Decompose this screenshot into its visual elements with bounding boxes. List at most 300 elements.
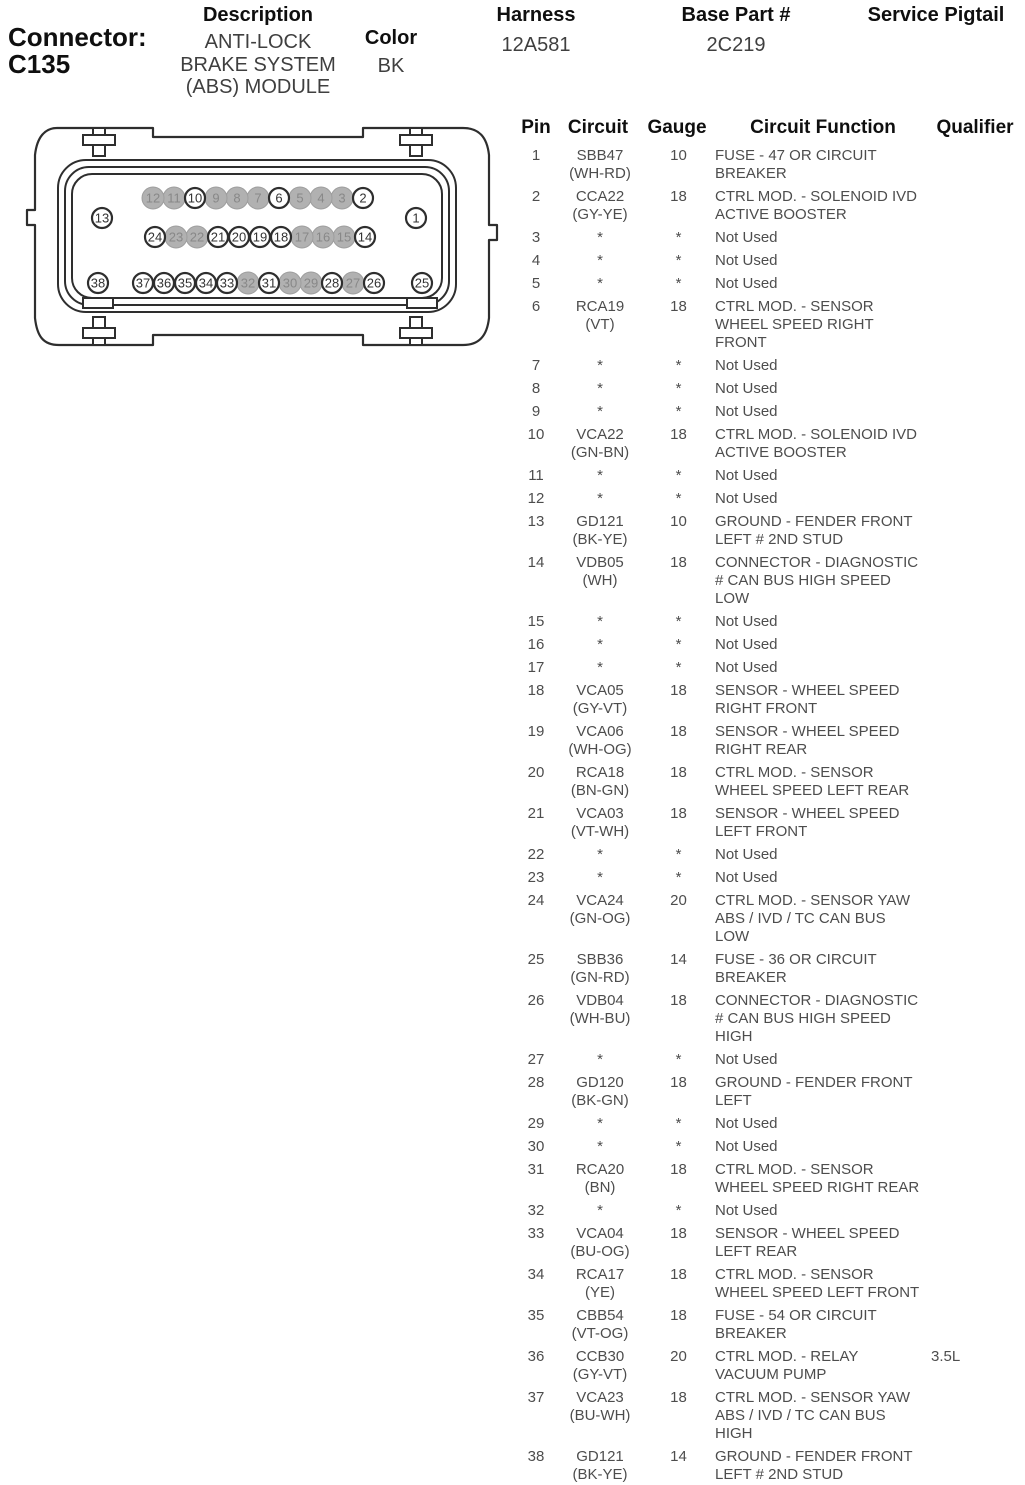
function-cell bbox=[715, 1389, 931, 1443]
circuit-code: CCB30 bbox=[575, 1348, 625, 1365]
circuit-code: VCA22 bbox=[576, 426, 624, 443]
description-line: (ABS) MODULE bbox=[185, 76, 331, 98]
qualifier-cell: 3.5L bbox=[931, 1348, 961, 1365]
circuit-code: * bbox=[597, 229, 603, 246]
function-line: CTRL MOD. - SENSOR bbox=[715, 1266, 874, 1283]
circuit-code: VDB04 bbox=[576, 992, 624, 1009]
pin-27 bbox=[342, 272, 364, 294]
circuit-cell bbox=[558, 275, 642, 293]
qualifier-cell bbox=[931, 992, 1023, 1046]
function-line: SENSOR - WHEEL SPEED bbox=[715, 805, 900, 822]
pin-17 bbox=[291, 226, 313, 248]
pin-cell: 25 bbox=[527, 951, 545, 968]
table-row bbox=[514, 846, 1023, 864]
function-line: CTRL MOD. - RELAY bbox=[715, 1348, 859, 1365]
wire-color: (BU-OG) bbox=[570, 1243, 630, 1260]
wire-color: (GN-OG) bbox=[569, 910, 631, 927]
connector-id: C135 bbox=[8, 49, 71, 79]
gauge-cell: * bbox=[675, 275, 682, 292]
wire-color: (GN-BN) bbox=[570, 444, 630, 461]
qualifier-cell bbox=[931, 1389, 1023, 1443]
circuit-code: VCA04 bbox=[576, 1225, 624, 1242]
gauge-cell: 18 bbox=[670, 682, 687, 699]
table-row bbox=[514, 188, 1023, 224]
function-cell bbox=[715, 892, 931, 946]
pin-36 bbox=[154, 273, 174, 293]
function-cell bbox=[715, 764, 931, 800]
pin-number: 29 bbox=[303, 275, 319, 291]
function-line: CTRL MOD. - SOLENOID IVD bbox=[715, 188, 917, 205]
circuit-cell bbox=[558, 426, 642, 462]
circuit-code: SBB36 bbox=[576, 951, 624, 968]
function-line: Not Used bbox=[715, 229, 778, 246]
pin-15 bbox=[333, 226, 355, 248]
circuit-cell bbox=[558, 613, 642, 631]
pin-cell: 6 bbox=[531, 298, 541, 315]
description-line: ANTI-LOCK bbox=[204, 31, 312, 53]
pin-11 bbox=[163, 187, 185, 209]
pin-number: 17 bbox=[294, 229, 310, 245]
gauge-cell: 14 bbox=[670, 951, 687, 968]
circuit-cell bbox=[558, 490, 642, 508]
circuit-code: VCA23 bbox=[576, 1389, 624, 1406]
pin-cell: 10 bbox=[527, 426, 545, 443]
pin-number: 20 bbox=[231, 229, 247, 245]
circuit-cell bbox=[558, 1161, 642, 1197]
table-row bbox=[514, 636, 1023, 654]
wire-color: (WH-OG) bbox=[568, 741, 632, 758]
pin-35 bbox=[175, 273, 195, 293]
table-row bbox=[514, 723, 1023, 759]
pinout-rows bbox=[514, 147, 1023, 1485]
table-row bbox=[514, 951, 1023, 987]
gauge-cell: 18 bbox=[670, 992, 687, 1009]
pin-cell: 20 bbox=[527, 764, 545, 781]
function-line: LOW bbox=[715, 590, 750, 607]
qualifier-cell bbox=[931, 403, 1023, 421]
pin-number: 16 bbox=[315, 229, 331, 245]
qualifier-cell bbox=[931, 1074, 1023, 1110]
function-line: ABS / IVD / TC CAN BUS bbox=[715, 1407, 886, 1424]
function-cell bbox=[715, 613, 931, 631]
pin-number: 1 bbox=[412, 210, 420, 226]
qualifier-cell bbox=[931, 229, 1023, 247]
pin-number: 31 bbox=[261, 275, 277, 291]
circuit-code: * bbox=[597, 490, 603, 507]
gauge-cell: 18 bbox=[670, 1161, 687, 1178]
table-row bbox=[514, 403, 1023, 421]
pin-cell: 33 bbox=[527, 1225, 545, 1242]
gauge-cell: 10 bbox=[670, 147, 687, 164]
gauge-cell: 20 bbox=[670, 892, 687, 909]
function-line: ACTIVE BOOSTER bbox=[715, 206, 847, 223]
circuit-cell bbox=[558, 188, 642, 224]
circuit-code: * bbox=[597, 252, 603, 269]
function-line: Not Used bbox=[715, 357, 778, 374]
function-cell bbox=[715, 1225, 931, 1261]
gauge-cell: 18 bbox=[670, 1225, 687, 1242]
circuit-code: * bbox=[597, 1202, 603, 1219]
pin-cell: 21 bbox=[527, 805, 545, 822]
table-row bbox=[514, 764, 1023, 800]
pin-cell: 34 bbox=[527, 1266, 545, 1283]
pin-number: 10 bbox=[187, 190, 203, 206]
circuit-code: RCA19 bbox=[575, 298, 625, 315]
table-row bbox=[514, 1202, 1023, 1220]
pin-number: 6 bbox=[275, 190, 283, 206]
function-line: Not Used bbox=[715, 1202, 778, 1219]
wire-color: (BN) bbox=[584, 1179, 616, 1196]
pin-32 bbox=[237, 272, 259, 294]
pin-number: 25 bbox=[414, 275, 430, 291]
column-header-function: Circuit Function bbox=[750, 117, 896, 138]
pin-cell: 24 bbox=[527, 892, 545, 909]
qualifier-cell bbox=[931, 490, 1023, 508]
function-line: WHEEL SPEED RIGHT REAR bbox=[715, 1179, 920, 1196]
function-line: CTRL MOD. - SOLENOID IVD bbox=[715, 426, 917, 443]
column-header-qualifier: Qualifier bbox=[936, 117, 1014, 138]
circuit-cell bbox=[558, 467, 642, 485]
function-line: GROUND - FENDER FRONT bbox=[715, 1074, 913, 1091]
pin-number: 32 bbox=[240, 275, 256, 291]
function-line: RIGHT REAR bbox=[715, 741, 808, 758]
circuit-cell bbox=[558, 229, 642, 247]
circuit-code: CCA22 bbox=[575, 188, 625, 205]
gauge-cell: 18 bbox=[670, 805, 687, 822]
function-line: Not Used bbox=[715, 275, 778, 292]
pin-number: 23 bbox=[168, 229, 184, 245]
pin-28 bbox=[322, 273, 342, 293]
circuit-code: * bbox=[597, 846, 603, 863]
table-row bbox=[514, 682, 1023, 718]
function-line: FUSE - 36 OR CIRCUIT bbox=[715, 951, 877, 968]
circuit-code: * bbox=[597, 613, 603, 630]
function-line: SENSOR - WHEEL SPEED bbox=[715, 1225, 900, 1242]
pin-number: 7 bbox=[254, 190, 262, 206]
pin-number: 22 bbox=[189, 229, 205, 245]
circuit-cell bbox=[558, 892, 642, 946]
pin-30 bbox=[279, 272, 301, 294]
circuit-cell bbox=[558, 357, 642, 375]
function-line: CTRL MOD. - SENSOR bbox=[715, 298, 874, 315]
circuit-cell bbox=[558, 682, 642, 718]
circuit-code: * bbox=[597, 403, 603, 420]
circuit-cell bbox=[558, 659, 642, 677]
pin-number: 36 bbox=[156, 275, 172, 291]
function-line: CONNECTOR - DIAGNOSTIC bbox=[715, 992, 919, 1009]
pin-cell: 9 bbox=[531, 403, 541, 420]
function-cell bbox=[715, 188, 931, 224]
function-cell bbox=[715, 1161, 931, 1197]
color-label: Color bbox=[364, 27, 418, 49]
pin-cell: 32 bbox=[527, 1202, 545, 1219]
table-row bbox=[514, 275, 1023, 293]
wire-color: (VT-WH) bbox=[570, 823, 630, 840]
circuit-code: GD121 bbox=[576, 1448, 624, 1465]
circuit-cell bbox=[558, 1348, 642, 1384]
gauge-cell: 18 bbox=[670, 764, 687, 781]
pin-38 bbox=[88, 273, 108, 293]
qualifier-cell bbox=[931, 147, 1023, 183]
qualifier-cell bbox=[931, 380, 1023, 398]
circuit-code: * bbox=[597, 1138, 603, 1155]
qualifier-cell bbox=[931, 1138, 1023, 1156]
circuit-code: * bbox=[597, 380, 603, 397]
gauge-cell: * bbox=[675, 846, 682, 863]
pin-number: 15 bbox=[336, 229, 352, 245]
pin-33 bbox=[217, 273, 237, 293]
circuit-cell bbox=[558, 764, 642, 800]
pin-26 bbox=[364, 273, 384, 293]
qualifier-cell bbox=[931, 1051, 1023, 1069]
gauge-cell: 18 bbox=[670, 298, 687, 315]
pin-18 bbox=[271, 227, 291, 247]
circuit-cell bbox=[558, 1051, 642, 1069]
circuit-code: * bbox=[597, 467, 603, 484]
function-line: Not Used bbox=[715, 1138, 778, 1155]
column-header-circuit: Circuit bbox=[567, 117, 629, 138]
wire-color: (BK-YE) bbox=[572, 1466, 628, 1483]
qualifier-cell bbox=[931, 951, 1023, 987]
function-line: Not Used bbox=[715, 846, 778, 863]
gauge-cell: * bbox=[675, 357, 682, 374]
gauge-cell: * bbox=[675, 490, 682, 507]
circuit-cell bbox=[558, 1138, 642, 1156]
pin-4 bbox=[310, 187, 332, 209]
pin-cell: 2 bbox=[531, 188, 541, 205]
qualifier-cell bbox=[931, 426, 1023, 462]
function-cell bbox=[715, 723, 931, 759]
pin-number: 18 bbox=[273, 229, 289, 245]
base-part-label: Base Part # bbox=[681, 4, 791, 26]
gauge-cell: * bbox=[675, 252, 682, 269]
function-line: ACTIVE BOOSTER bbox=[715, 444, 847, 461]
function-line: Not Used bbox=[715, 659, 778, 676]
function-line: LOW bbox=[715, 928, 750, 945]
function-line: Not Used bbox=[715, 1115, 778, 1132]
function-line: Not Used bbox=[715, 252, 778, 269]
wire-color: (WH) bbox=[582, 572, 618, 589]
table-row bbox=[514, 490, 1023, 508]
qualifier-cell bbox=[931, 298, 1023, 352]
function-cell bbox=[715, 951, 931, 987]
circuit-code: GD120 bbox=[576, 1074, 624, 1091]
table-row bbox=[514, 1225, 1023, 1261]
pin-25 bbox=[412, 273, 432, 293]
circuit-code: * bbox=[597, 1051, 603, 1068]
pin-cell: 36 bbox=[527, 1348, 545, 1365]
circuit-cell bbox=[558, 380, 642, 398]
gauge-cell: * bbox=[675, 636, 682, 653]
gauge-cell: * bbox=[675, 380, 682, 397]
function-line: LEFT REAR bbox=[715, 1243, 798, 1260]
circuit-code: * bbox=[597, 659, 603, 676]
circuit-cell bbox=[558, 147, 642, 183]
pin-34 bbox=[196, 273, 216, 293]
pin-22 bbox=[186, 226, 208, 248]
pin-2 bbox=[353, 188, 373, 208]
description-label: Description bbox=[202, 4, 314, 26]
function-line: SENSOR - WHEEL SPEED bbox=[715, 723, 900, 740]
pin-number: 30 bbox=[282, 275, 298, 291]
pin-1 bbox=[406, 208, 426, 228]
function-cell bbox=[715, 513, 931, 549]
function-line: # CAN BUS HIGH SPEED bbox=[715, 1010, 891, 1027]
connector-label: Connector: bbox=[8, 22, 147, 52]
pin-21 bbox=[208, 227, 228, 247]
qualifier-cell bbox=[931, 764, 1023, 800]
circuit-code: SBB47 bbox=[576, 147, 624, 164]
function-cell bbox=[715, 1138, 931, 1156]
qualifier-cell bbox=[931, 636, 1023, 654]
function-line: HIGH bbox=[715, 1028, 753, 1045]
function-cell bbox=[715, 659, 931, 677]
table-row bbox=[514, 992, 1023, 1046]
function-line: BREAKER bbox=[715, 969, 787, 986]
table-row bbox=[514, 357, 1023, 375]
gauge-cell: * bbox=[675, 229, 682, 246]
function-cell bbox=[715, 147, 931, 183]
column-header-gauge: Gauge bbox=[647, 117, 707, 138]
pin-number: 28 bbox=[324, 275, 340, 291]
circuit-code: * bbox=[597, 357, 603, 374]
table-row bbox=[514, 1266, 1023, 1302]
function-cell bbox=[715, 1115, 931, 1133]
description-line: BRAKE SYSTEM bbox=[180, 53, 336, 76]
pin-cell: 18 bbox=[527, 682, 545, 699]
gauge-cell: 18 bbox=[670, 1389, 687, 1406]
function-cell bbox=[715, 1348, 931, 1384]
circuit-cell bbox=[558, 554, 642, 608]
pin-29 bbox=[300, 272, 322, 294]
pin-cell: 16 bbox=[527, 636, 545, 653]
pin-cell: 38 bbox=[527, 1448, 545, 1465]
table-row bbox=[514, 659, 1023, 677]
function-cell bbox=[715, 682, 931, 718]
function-line: WHEEL SPEED LEFT REAR bbox=[715, 782, 910, 799]
circuit-cell bbox=[558, 846, 642, 864]
gauge-cell: 10 bbox=[670, 513, 687, 530]
table-row bbox=[514, 513, 1023, 549]
pin-cell: 22 bbox=[527, 846, 545, 863]
function-line: ABS / IVD / TC CAN BUS bbox=[715, 910, 886, 927]
function-line: CTRL MOD. - SENSOR YAW bbox=[715, 892, 911, 909]
table-row bbox=[514, 147, 1023, 183]
wire-color: (GY-VT) bbox=[572, 1366, 628, 1383]
pin-cell: 12 bbox=[527, 490, 545, 507]
function-line: CTRL MOD. - SENSOR YAW bbox=[715, 1389, 911, 1406]
key-notch-right bbox=[407, 298, 437, 308]
function-line: WHEEL SPEED RIGHT bbox=[715, 316, 874, 333]
pin-number: 34 bbox=[198, 275, 214, 291]
pin-10 bbox=[185, 188, 205, 208]
wire-color: (VT-OG) bbox=[571, 1325, 629, 1342]
gauge-cell: * bbox=[675, 1202, 682, 1219]
pin-number: 38 bbox=[90, 275, 106, 291]
gauge-cell: * bbox=[675, 613, 682, 630]
pin-number: 21 bbox=[210, 229, 226, 245]
circuit-code: * bbox=[597, 275, 603, 292]
function-cell bbox=[715, 426, 931, 462]
circuit-code: * bbox=[597, 869, 603, 886]
pin-number: 33 bbox=[219, 275, 235, 291]
circuit-cell bbox=[558, 298, 642, 352]
pin-13 bbox=[92, 208, 112, 228]
qualifier-cell bbox=[931, 554, 1023, 608]
table-row bbox=[514, 380, 1023, 398]
circuit-cell bbox=[558, 513, 642, 549]
qualifier-cell bbox=[931, 252, 1023, 270]
circuit-cell bbox=[558, 403, 642, 421]
gauge-cell: * bbox=[675, 1138, 682, 1155]
pin-cell: 29 bbox=[527, 1115, 545, 1132]
function-line: BREAKER bbox=[715, 1325, 787, 1342]
pin-number: 12 bbox=[145, 190, 161, 206]
gauge-cell: 18 bbox=[670, 188, 687, 205]
function-line: RIGHT FRONT bbox=[715, 700, 818, 717]
gauge-cell: 18 bbox=[670, 1074, 687, 1091]
pin-23 bbox=[165, 226, 187, 248]
function-line: VACUUM PUMP bbox=[715, 1366, 827, 1383]
function-line: LEFT # 2ND STUD bbox=[715, 531, 844, 548]
function-cell bbox=[715, 1448, 931, 1484]
qualifier-cell bbox=[931, 188, 1023, 224]
circuit-cell bbox=[558, 1266, 642, 1302]
pin-cell: 31 bbox=[527, 1161, 545, 1178]
function-cell bbox=[715, 1266, 931, 1302]
table-row bbox=[514, 1389, 1023, 1443]
pin-5 bbox=[289, 187, 311, 209]
pin-cell: 3 bbox=[531, 229, 541, 246]
circuit-code: VCA05 bbox=[576, 682, 624, 699]
base-part-value: 2C219 bbox=[706, 34, 766, 56]
pin-number: 4 bbox=[317, 190, 325, 206]
table-row bbox=[514, 1138, 1023, 1156]
function-cell bbox=[715, 805, 931, 841]
qualifier-cell bbox=[931, 1202, 1023, 1220]
pin-cell: 14 bbox=[527, 554, 545, 571]
function-cell bbox=[715, 869, 931, 887]
qualifier-cell bbox=[931, 613, 1023, 631]
function-cell bbox=[715, 1202, 931, 1220]
circuit-cell bbox=[558, 951, 642, 987]
gauge-cell: 18 bbox=[670, 554, 687, 571]
pin-7 bbox=[247, 187, 269, 209]
table-row bbox=[514, 1161, 1023, 1197]
pin-37 bbox=[133, 273, 153, 293]
pin-20 bbox=[229, 227, 249, 247]
function-cell bbox=[715, 1074, 931, 1110]
harness-value: 12A581 bbox=[501, 34, 571, 56]
pin-9 bbox=[205, 187, 227, 209]
table-row bbox=[514, 1051, 1023, 1069]
circuit-code: VCA03 bbox=[576, 805, 624, 822]
function-line: Not Used bbox=[715, 869, 778, 886]
gauge-cell: 14 bbox=[670, 1448, 687, 1465]
gauge-cell: 18 bbox=[670, 1307, 687, 1324]
qualifier-cell bbox=[931, 723, 1023, 759]
pin-cell: 11 bbox=[528, 467, 544, 484]
function-line: BREAKER bbox=[715, 165, 787, 182]
pin-cell: 30 bbox=[527, 1138, 545, 1155]
pin-6 bbox=[269, 188, 289, 208]
circuit-cell bbox=[558, 252, 642, 270]
gauge-cell: * bbox=[675, 659, 682, 676]
table-row bbox=[514, 467, 1023, 485]
qualifier-cell bbox=[931, 659, 1023, 677]
circuit-cell bbox=[558, 869, 642, 887]
circuit-code: RCA20 bbox=[575, 1161, 625, 1178]
